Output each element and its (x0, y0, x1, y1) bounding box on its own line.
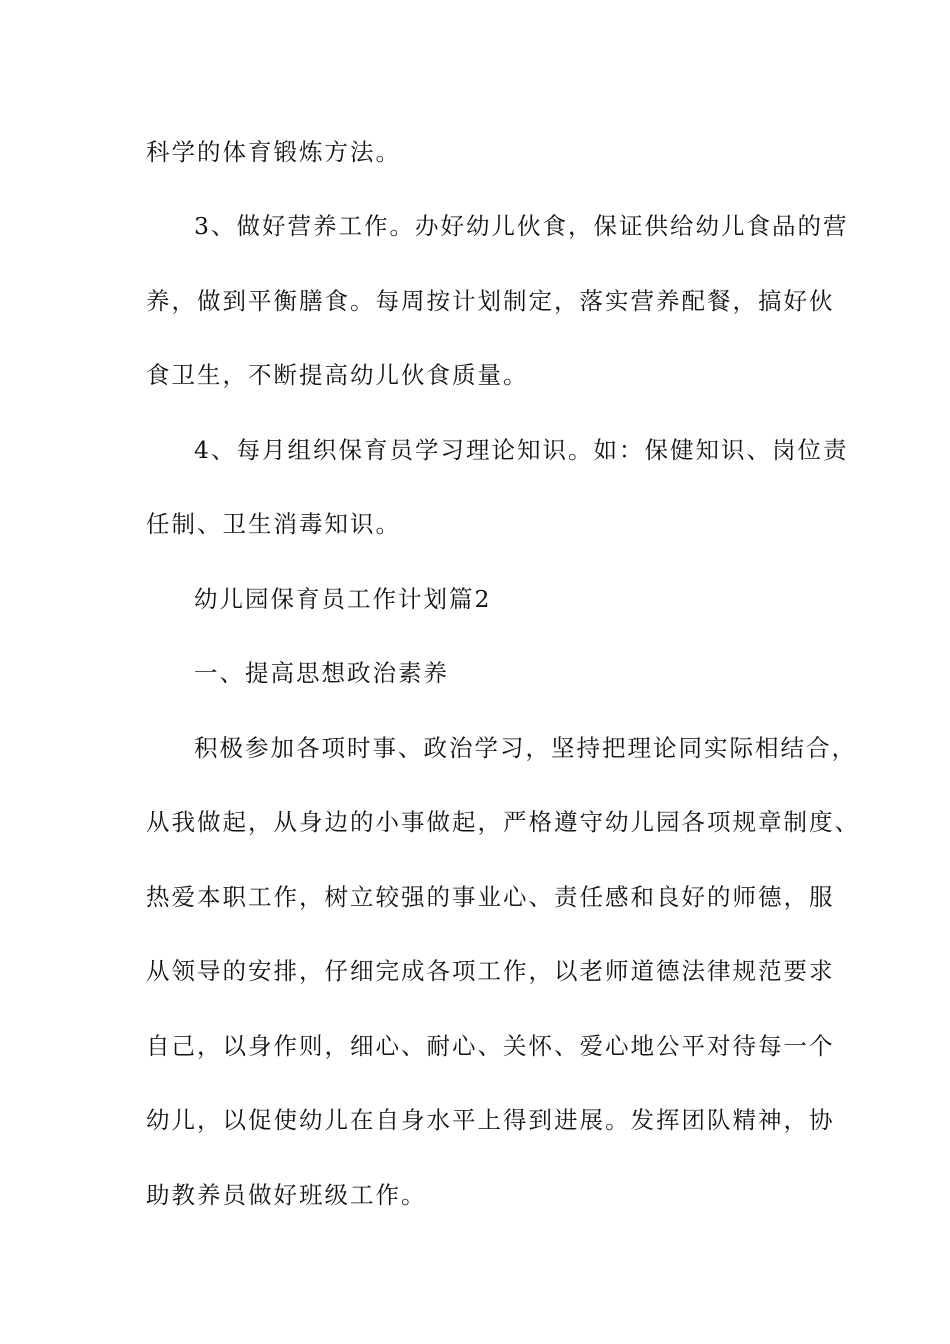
text-line: 自己，以身作则，细心、耐心、关怀、爱心地公平对待每一个 (146, 1032, 835, 1060)
text-line: 食卫生，不断提高幼儿伙食质量。 (146, 361, 529, 389)
text-line: 任制、卫生消毒知识。 (146, 510, 401, 538)
text-line: 热爱本职工作，树立较强的事业心、责任感和良好的师德，服 (146, 883, 835, 911)
section-heading: 一、提高思想政治素养 (194, 659, 449, 687)
text-line: 幼儿，以促使幼儿在自身水平上得到进展。发挥团队精神，协 (146, 1106, 835, 1134)
text-line: 从我做起，从身边的小事做起，严格遵守幼儿园各项规章制度、 (146, 808, 860, 836)
section-heading: 幼儿园保育员工作计划篇2 (194, 585, 492, 613)
text-line: 助教养员做好班级工作。 (146, 1181, 427, 1209)
text-line: 3、做好营养工作。办好幼儿伙食，保证供给幼儿食品的营 (194, 212, 849, 240)
text-line: 从领导的安排，仔细完成各项工作，以老师道德法律规范要求 (146, 957, 835, 985)
text-line: 4、每月组织保育员学习理论知识。如：保健知识、岗位责 (194, 436, 849, 464)
text-line: 科学的体育锻炼方法。 (146, 138, 401, 166)
text-line: 养，做到平衡膳食。每周按计划制定，落实营养配餐，搞好伙 (146, 287, 835, 315)
text-line: 积极参加各项时事、政治学习，坚持把理论同实际相结合， (194, 734, 857, 762)
